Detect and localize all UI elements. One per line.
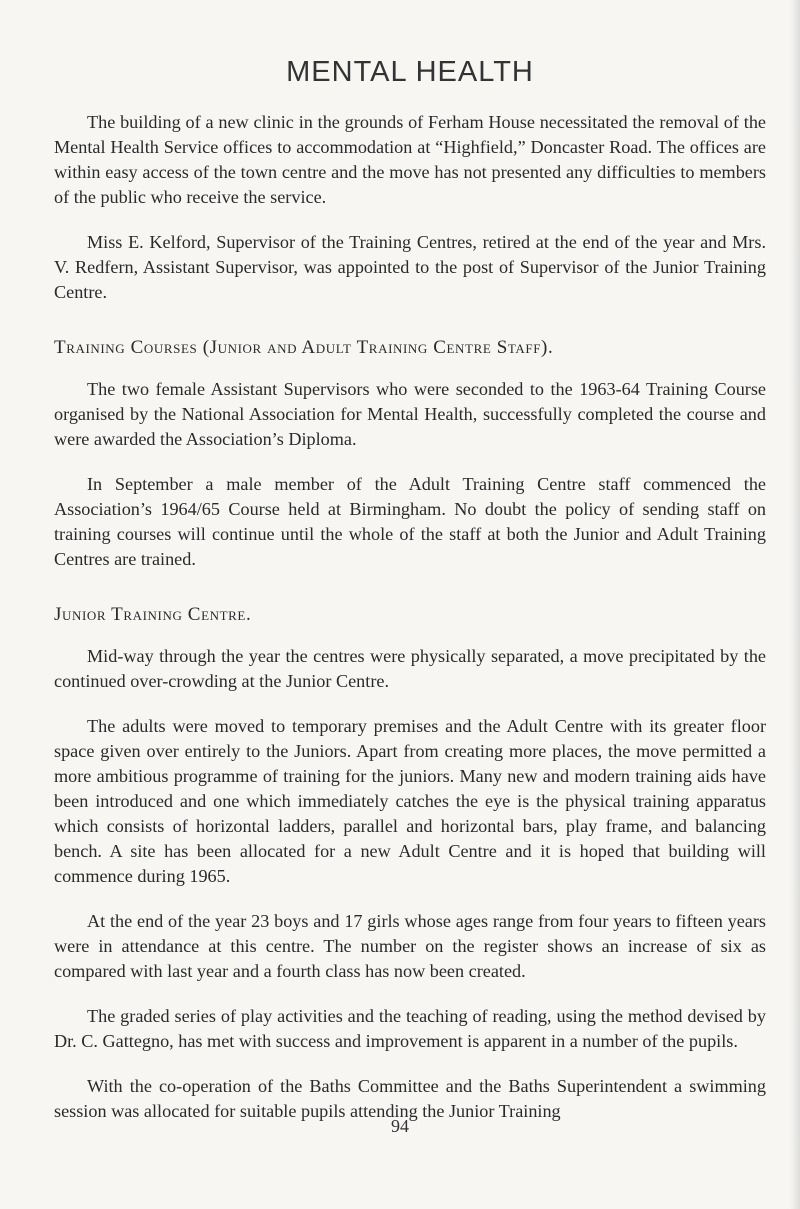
section-heading-junior-centre: Junior Training Centre.: [54, 604, 252, 625]
page-edge-shadow: [790, 0, 800, 1209]
junior-centre-paragraph: The graded series of play activities and the teaching of reading, using the method devised by Dr. C. Gattegno, has met with success and improvement is apparent in a number of the pupils.: [54, 1006, 766, 1051]
junior-centre-paragraph: The adults were moved to temporary premises and the Adult Centre with its greater floor space given over entirely to the Juniors. Apart from creating more places, the move permitted a more ambitious programme of training for the juniors. Many new and modern training aids have been introduced and one which immediately catches the eye is the physical training apparatus which consists of horizontal ladders, parallel and horizontal bars, play frame, and balancing bench. A site has been allocated for a new Adult Centre and it is hoped that building will commence during 1965.: [54, 716, 766, 886]
intro-paragraph: Miss E. Kelford, Supervisor of the Training Centres, retired at the end of the year and Mrs. V. Redfern, Assistant Supervisor, was appointed to the post of Supervisor of the Junior Training Centre.: [54, 232, 766, 302]
training-courses-paragraph: In September a male member of the Adult Training Centre staff commenced the Association’s 1964/65 Course held at Birmingham. No doubt the policy of sending staff on training courses will continue until the whole of the staff at both the Junior and Adult Training Centres are trained.: [54, 474, 766, 569]
page-title: MENTAL HEALTH: [286, 56, 534, 88]
training-courses-paragraph: The two female Assistant Supervisors who were seconded to the 1963-64 Training Course organised by the National Association for Mental Health, successfully completed the course and were awarded the Association’s Diploma.: [54, 379, 766, 449]
document-page: [54, 56, 766, 1144]
junior-centre-paragraph: At the end of the year 23 boys and 17 girls whose ages range from four years to fifteen years were in attendance at this centre. The number on the register shows an increase of six as compared with last year and a fourth class has now been created.: [54, 911, 766, 981]
page-number: 94: [391, 1116, 409, 1136]
intro-paragraph: The building of a new clinic in the grounds of Ferham House necessitated the removal of the Mental Health Service offices to accommodation at “Highfield,” Doncaster Road. The offices are within easy access of the town centre and the move has not presented any difficulties to members of the public who receive the service.: [54, 112, 766, 207]
section-heading-training-courses: Training Courses (Junior and Adult Training Centre Staff).: [54, 337, 554, 358]
junior-centre-paragraph: With the co-operation of the Baths Committee and the Baths Superintendent a swimming session was allocated for suitable pupils attending the Junior Training: [54, 1076, 766, 1121]
junior-centre-paragraph: Mid-way through the year the centres were physically separated, a move precipitated by the continued over-crowding at the Junior Centre.: [54, 646, 766, 691]
